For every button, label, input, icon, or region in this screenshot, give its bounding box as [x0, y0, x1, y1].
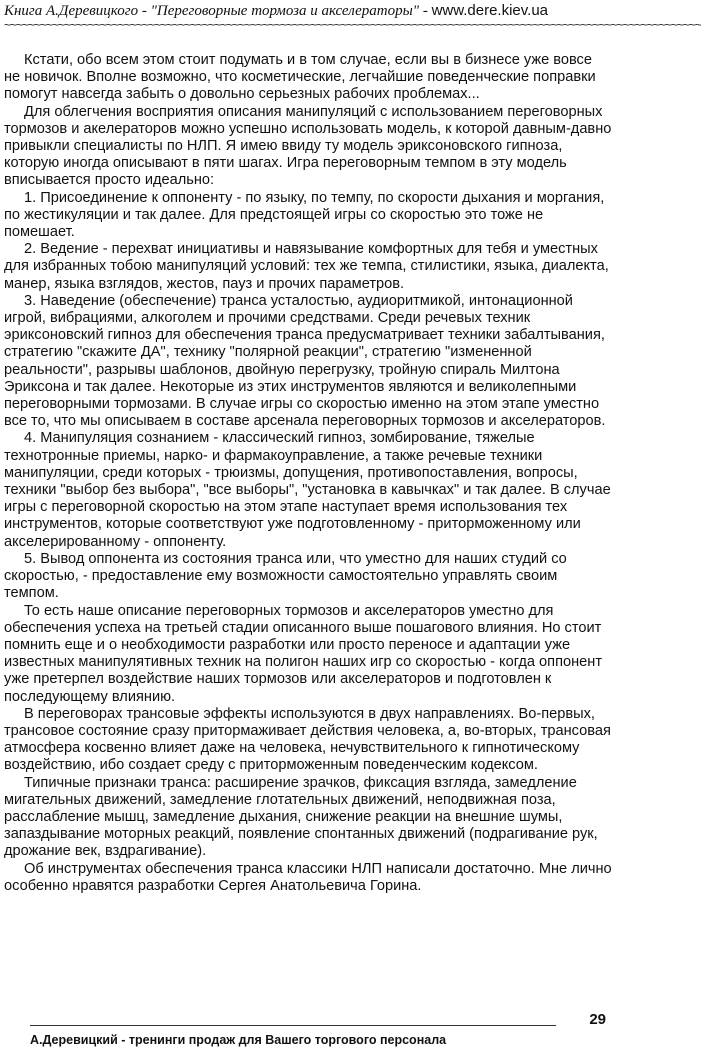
footer-rule [30, 1025, 556, 1026]
paragraph: Об инструментах обеспечения транса классики НЛП написали достаточно. Мне лично особенно нравятся разработки Сергея Анатольевича Горина. [4, 860, 612, 894]
paragraph: То есть наше описание переговорных тормозов и акселераторов уместно для обеспечения успеха на третьей стадии описанного выше пошагового влияния. Но стоит помнить еще и о необходимости разработки или просто переносе и адаптации уже известных манипулятивных техник на полигон наших игр со скоростью - когда оппонент уже претерпел воздействие наших тормозов или акселераторов и подготовлен к последующему влиянию. [4, 602, 603, 705]
paragraph: 5. Вывод оппонента из состояния транса или, что уместно для наших студий со скоростью, - предоставление ему возможности самостоятельно управлять своим темпом. [4, 550, 567, 602]
paragraph: Типичные признаки транса: расширение зрачков, фиксация взгляда, замедление мигательных движений, замедление глотательных движений, неподвижная поза, расслабление мышц, замедление дыхания, снижение реакции на внешние шумы, запаздывание моторных реакций, появление спонтанных движений (подрагивание рук, дрожание век, вздрагивание). [4, 774, 598, 860]
paragraph: 2. Ведение - перехват инициативы и навязывание комфортных для тебя и уместных для избранных тобою манипуляций условий: тех же темпа, стилистики, языка, диалекта, манер, языка взглядов, жестов, пауз и прочих параметров. [4, 241, 609, 292]
header-divider: ~~~~~~~~~~~~~~~~~~~~~~~~~~~~~~~~~~~~~~~~~~~~~~~~~~~~~~~~~~~~~~~~~~~~~~~~~~~~~~~~~~~~~~~~~~~~~~~~~~~~~~~~~~~~~~~~~~~~ [4, 18, 701, 32]
paragraph: Кстати, обо всем этом стоит подумать и в том случае, если вы в бизнесе уже вовсе не новичок. Вполне возможно, что косметические, легчайшие поведенческие поправки помогут навсегда забыть о довольно серьезных рабочих проблемах... [4, 52, 596, 103]
paragraph: 1. Присоединение к оппоненту - по языку, по темпу, по скорости дыхания и моргания, по жестикуляции и так далее. Для предстоящей игры со скоростью это тоже не помешает. [4, 189, 605, 241]
paragraph: 3. Наведение (обеспечение) транса усталостью, аудиоритмикой, интонационной игрой, вибрациями, алкоголем и прочими средствами. Среди речевых техник эриксоновский гипноз для обеспечения транса предусматривает техники забалтывания, стратегию "скажите ДА", технику "полярной реакции", стратегию "измененной реальности", разрывы шаблонов, двойную перегрузку, тройную спираль Милтона Эриксона и так далее. Некоторые из этих инструментов являются и великолепными переговорными тормозами. В случае игры со скоростью именно на этом этапе уместно все то, что мы описываем в составе арсенала переговорных тормозов и акселераторов. [4, 292, 606, 430]
page-number: 29 [589, 1011, 606, 1028]
body-text [4, 52, 612, 895]
book-title: Книга А.Деревицкого - "Переговорные тормоза и акселераторы" - [4, 3, 432, 19]
site-link[interactable]: www.dere.kiev.ua [431, 2, 549, 19]
running-footer: А.Деревицкий - тренинги продаж для Вашего торгового персонала [30, 1033, 447, 1047]
paragraph: 4. Манипуляция сознанием - классический гипноз, зомбирование, тяжелые технотронные приемы, нарко- и фармакоуправление, а также речевые техники манипуляции, среди которых - трюизмы, допущения, противопоставления, вопросы, техники "выбор без выбора", "все выборы", "установка в кавычках" и так далее. В случае игры с переговорной скоростью на этом этапе наступает время использования тех инструментов, которые соответствуют уже подготовленному - приторможенному или акселерированному - оппоненту. [4, 430, 611, 550]
paragraph: Для облегчения восприятия описания манипуляций с использованием переговорных тормозов и акелераторов можно успешно использовать модель, к которой давным-давно привыкли специалисты по НЛП. Я имею ввиду ту модель эриксоновского гипноза, которую иногда описывают в пяти шагах. Игра переговорным темпом в эту модель вписывается просто идеально: [4, 103, 612, 189]
paragraph: В переговорах трансовые эффекты используются в двух направлениях. Во-первых, трансовое состояние сразу притормаживает действия человека, а, во-вторых, трансовая атмосфера косвенно влияет даже на человека, нечувствительного к гипнотическому воздействию, ибо создает среду с приторможенным поведенческим кодексом. [4, 705, 611, 774]
